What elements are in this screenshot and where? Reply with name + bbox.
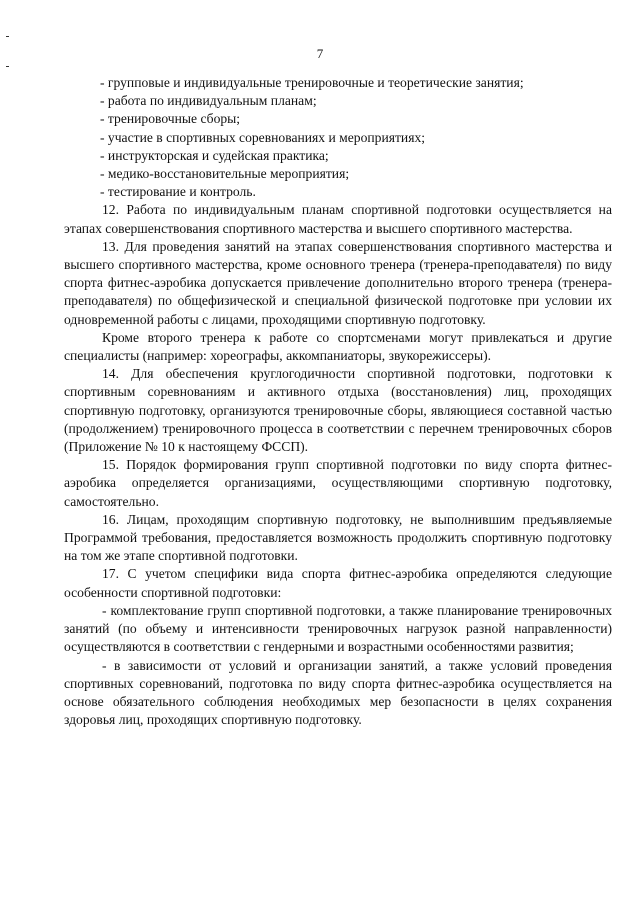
paragraph-13: 13. Для проведения занятий на этапах совершенствования спортивного мастерства и высшего спортивного мастерства, кроме основного тренера (тренера-преподавателя) по виду спорта фитнес-аэробика допускается привлечение дополнительно второго тренера (тренера-преподавателя) по общефизической и специальной физической подготовке при условии их одновременной работы с лицами, проходящими спортивную подготовку. — [64, 238, 612, 327]
margin-mark — [6, 36, 9, 37]
paragraph-16: 16. Лицам, проходящим спортивную подготовку, не выполнившим предъявляемые Программой требования, предоставляется возможность продолжить спортивную подготовку на том же этапе спортивной подготовки. — [64, 511, 612, 564]
paragraph-12: 12. Работа по индивидуальным планам спортивной подготовки осуществляется на этапах совершенствования спортивного мастерства и высшего спортивного мастерства. — [64, 202, 612, 236]
paragraph-17-item-1: - комплектование групп спортивной подготовки, а также планирование тренировочных занятий (по объему и интенсивности тренировочных нагрузок разной направленности) осуществляются в соответствии с гендерными и возрастными особенностями развития; — [64, 602, 612, 655]
paragraph-17: 17. С учетом специфики вида спорта фитнес-аэробика определяются следующие особенности спортивной подготовки: — [64, 566, 612, 600]
list-item: - тестирование и контроль. — [100, 184, 256, 200]
list-item: - групповые и индивидуальные тренировочные и теоретические занятия; — [100, 75, 524, 90]
paragraph-15: 15. Порядок формирования групп спортивной подготовки по виду спорта фитнес-аэробика определяется организациями, осуществляющими спортивную подготовку, самостоятельно. — [64, 457, 612, 509]
list-item: - тренировочные сборы; — [100, 111, 241, 127]
paragraph-14: 14. Для обеспечения круглогодичности спортивной подготовки, подготовки к спортивным соревнованиям и активного отдыха (восстановления) лиц, проходящих спортивную подготовку, организуются тренировочные сборы, являющиеся составной частью (продолжением) тренировочного процесса в соответствии с перечнем тренировочных сборов (Приложение № 10 к настоящему ФССП). — [64, 366, 612, 455]
page-number: 7 — [316, 46, 324, 61]
margin-mark — [6, 66, 9, 67]
paragraph-13-continued: Кроме второго тренера к работе со спортсменами могут привлекаться и другие специалисты (например: хореографы, аккомпаниаторы, звукорежиссеры). — [64, 329, 612, 364]
list-item: - инструкторская и судейская практика; — [100, 147, 329, 163]
list-item: - медико-восстановительные мероприятия; — [100, 166, 350, 182]
list-item: - работа по индивидуальным планам; — [100, 93, 317, 109]
document-body — [64, 74, 612, 729]
paragraph-17-item-2: - в зависимости от условий и организации занятий, а также условий проведения спортивных соревнований, подготовка по виду спорта фитнес-аэробика осуществляется на основе обязательного соблюдения необходимых мер безопасности в целях сохранения здоровья лиц, проходящих спортивную подготовку. — [64, 657, 612, 728]
list-item: - участие в спортивных соревнованиях и мероприятиях; — [100, 129, 426, 145]
